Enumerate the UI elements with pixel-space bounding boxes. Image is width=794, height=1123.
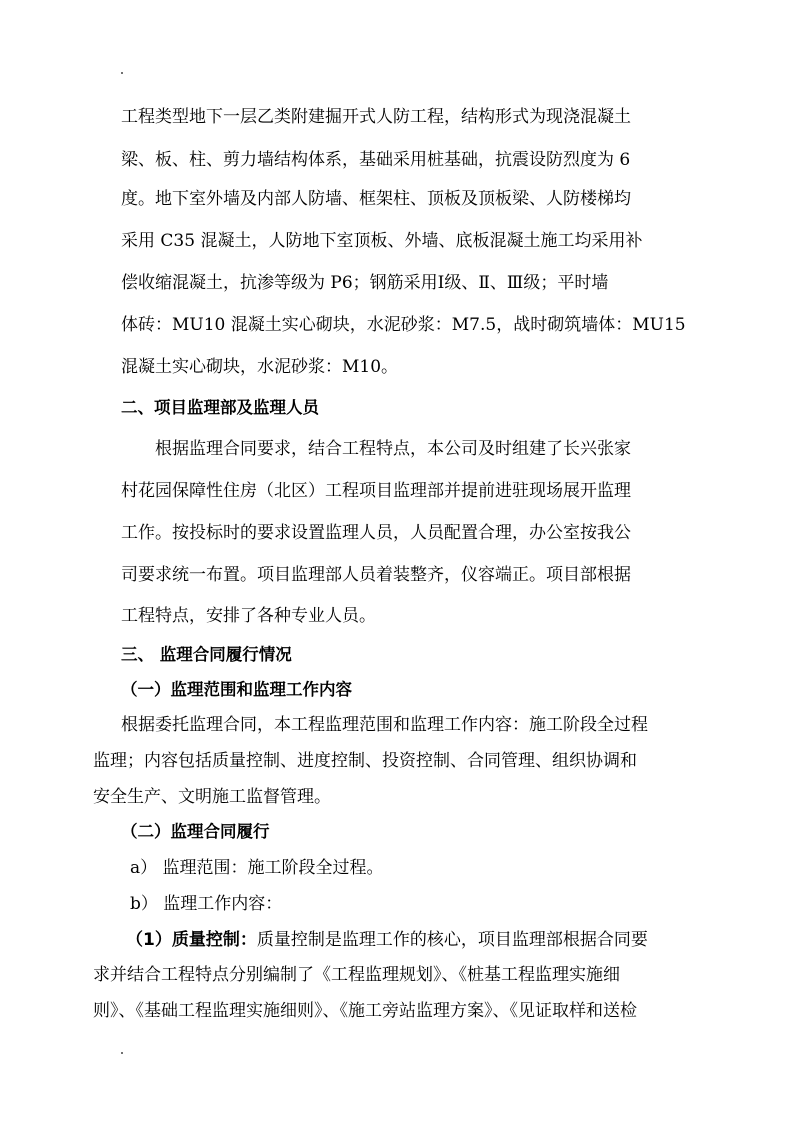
text-line: 度。地下室外墙及内部人防墙、框架柱、顶板及顶板梁、人防楼梯均	[121, 189, 631, 209]
text-line: 根据监理合同要求，结合工程特点，本公司及时组建了长兴张家	[155, 439, 631, 459]
text-line: 监理；内容包括质量控制、进度控制、投资控制、合同管理、组织协调和	[93, 751, 637, 771]
quality-control-label: （1）质量控制：	[126, 930, 257, 950]
text-line: 司要求统一布置。项目监理部人员着装整齐，仪容端正。项目部根据	[121, 565, 631, 585]
bottom-dot	[121, 1052, 123, 1054]
top-dot	[121, 72, 123, 74]
text-line: 工程类型地下一层乙类附建掘开式人防工程，结构形式为现浇混凝土	[121, 107, 631, 127]
quality-control-text: 质量控制是监理工作的核心，项目监理部根据合同要	[256, 930, 648, 950]
text-line	[126, 929, 648, 951]
list-item-b: b） 监理工作内容：	[130, 894, 283, 914]
text-line: 根据委托监理合同，本工程监理范围和监理工作内容：施工阶段全过程	[121, 715, 648, 735]
text-line: 采用 C35 混凝土，人防地下室顶板、外墙、底板混凝土施工均采用补	[121, 231, 643, 251]
subsection-heading-1: （一）监理范围和监理工作内容	[121, 680, 352, 699]
text-line: 体砖：MU10 混凝土实心砌块，水泥砂浆：M7.5，战时砌筑墙体：MU15	[121, 315, 686, 335]
subsection-heading-2: （二）监理合同履行	[121, 822, 270, 841]
text-line: 工作。按投标时的要求设置监理人员，人员配置合理，办公室按我公	[121, 523, 631, 543]
text-line: 偿收缩混凝土，抗渗等级为 P6；钢筋采用Ⅰ级、Ⅱ、Ⅲ级；平时墙	[121, 273, 609, 293]
section-heading-3: 三、 监理合同履行情况	[121, 645, 292, 664]
text-line: 则》、《基础工程监理实施细则》、《施工旁站监理方案》、《见证取样和送检	[93, 1001, 637, 1021]
text-line: 混凝土实心砌块，水泥砂浆：M10。	[121, 357, 399, 377]
text-line: 村花园保障性住房（北区）工程项目监理部并提前进驻现场展开监理	[121, 481, 631, 501]
section-heading-2: 二、项目监理部及监理人员	[121, 398, 319, 417]
list-item-a: a） 监理范围：施工阶段全过程。	[130, 858, 384, 878]
text-line: 工程特点，安排了各种专业人员。	[121, 606, 376, 626]
text-line: 求并结合工程特点分别编制了《工程监理规划》、《桩基工程监理实施细	[93, 965, 620, 985]
text-line: 安全生产、文明施工监督管理。	[93, 787, 331, 807]
text-line: 梁、板、柱、剪力墙结构体系，基础采用桩基础，抗震设防烈度为 6	[121, 150, 631, 170]
